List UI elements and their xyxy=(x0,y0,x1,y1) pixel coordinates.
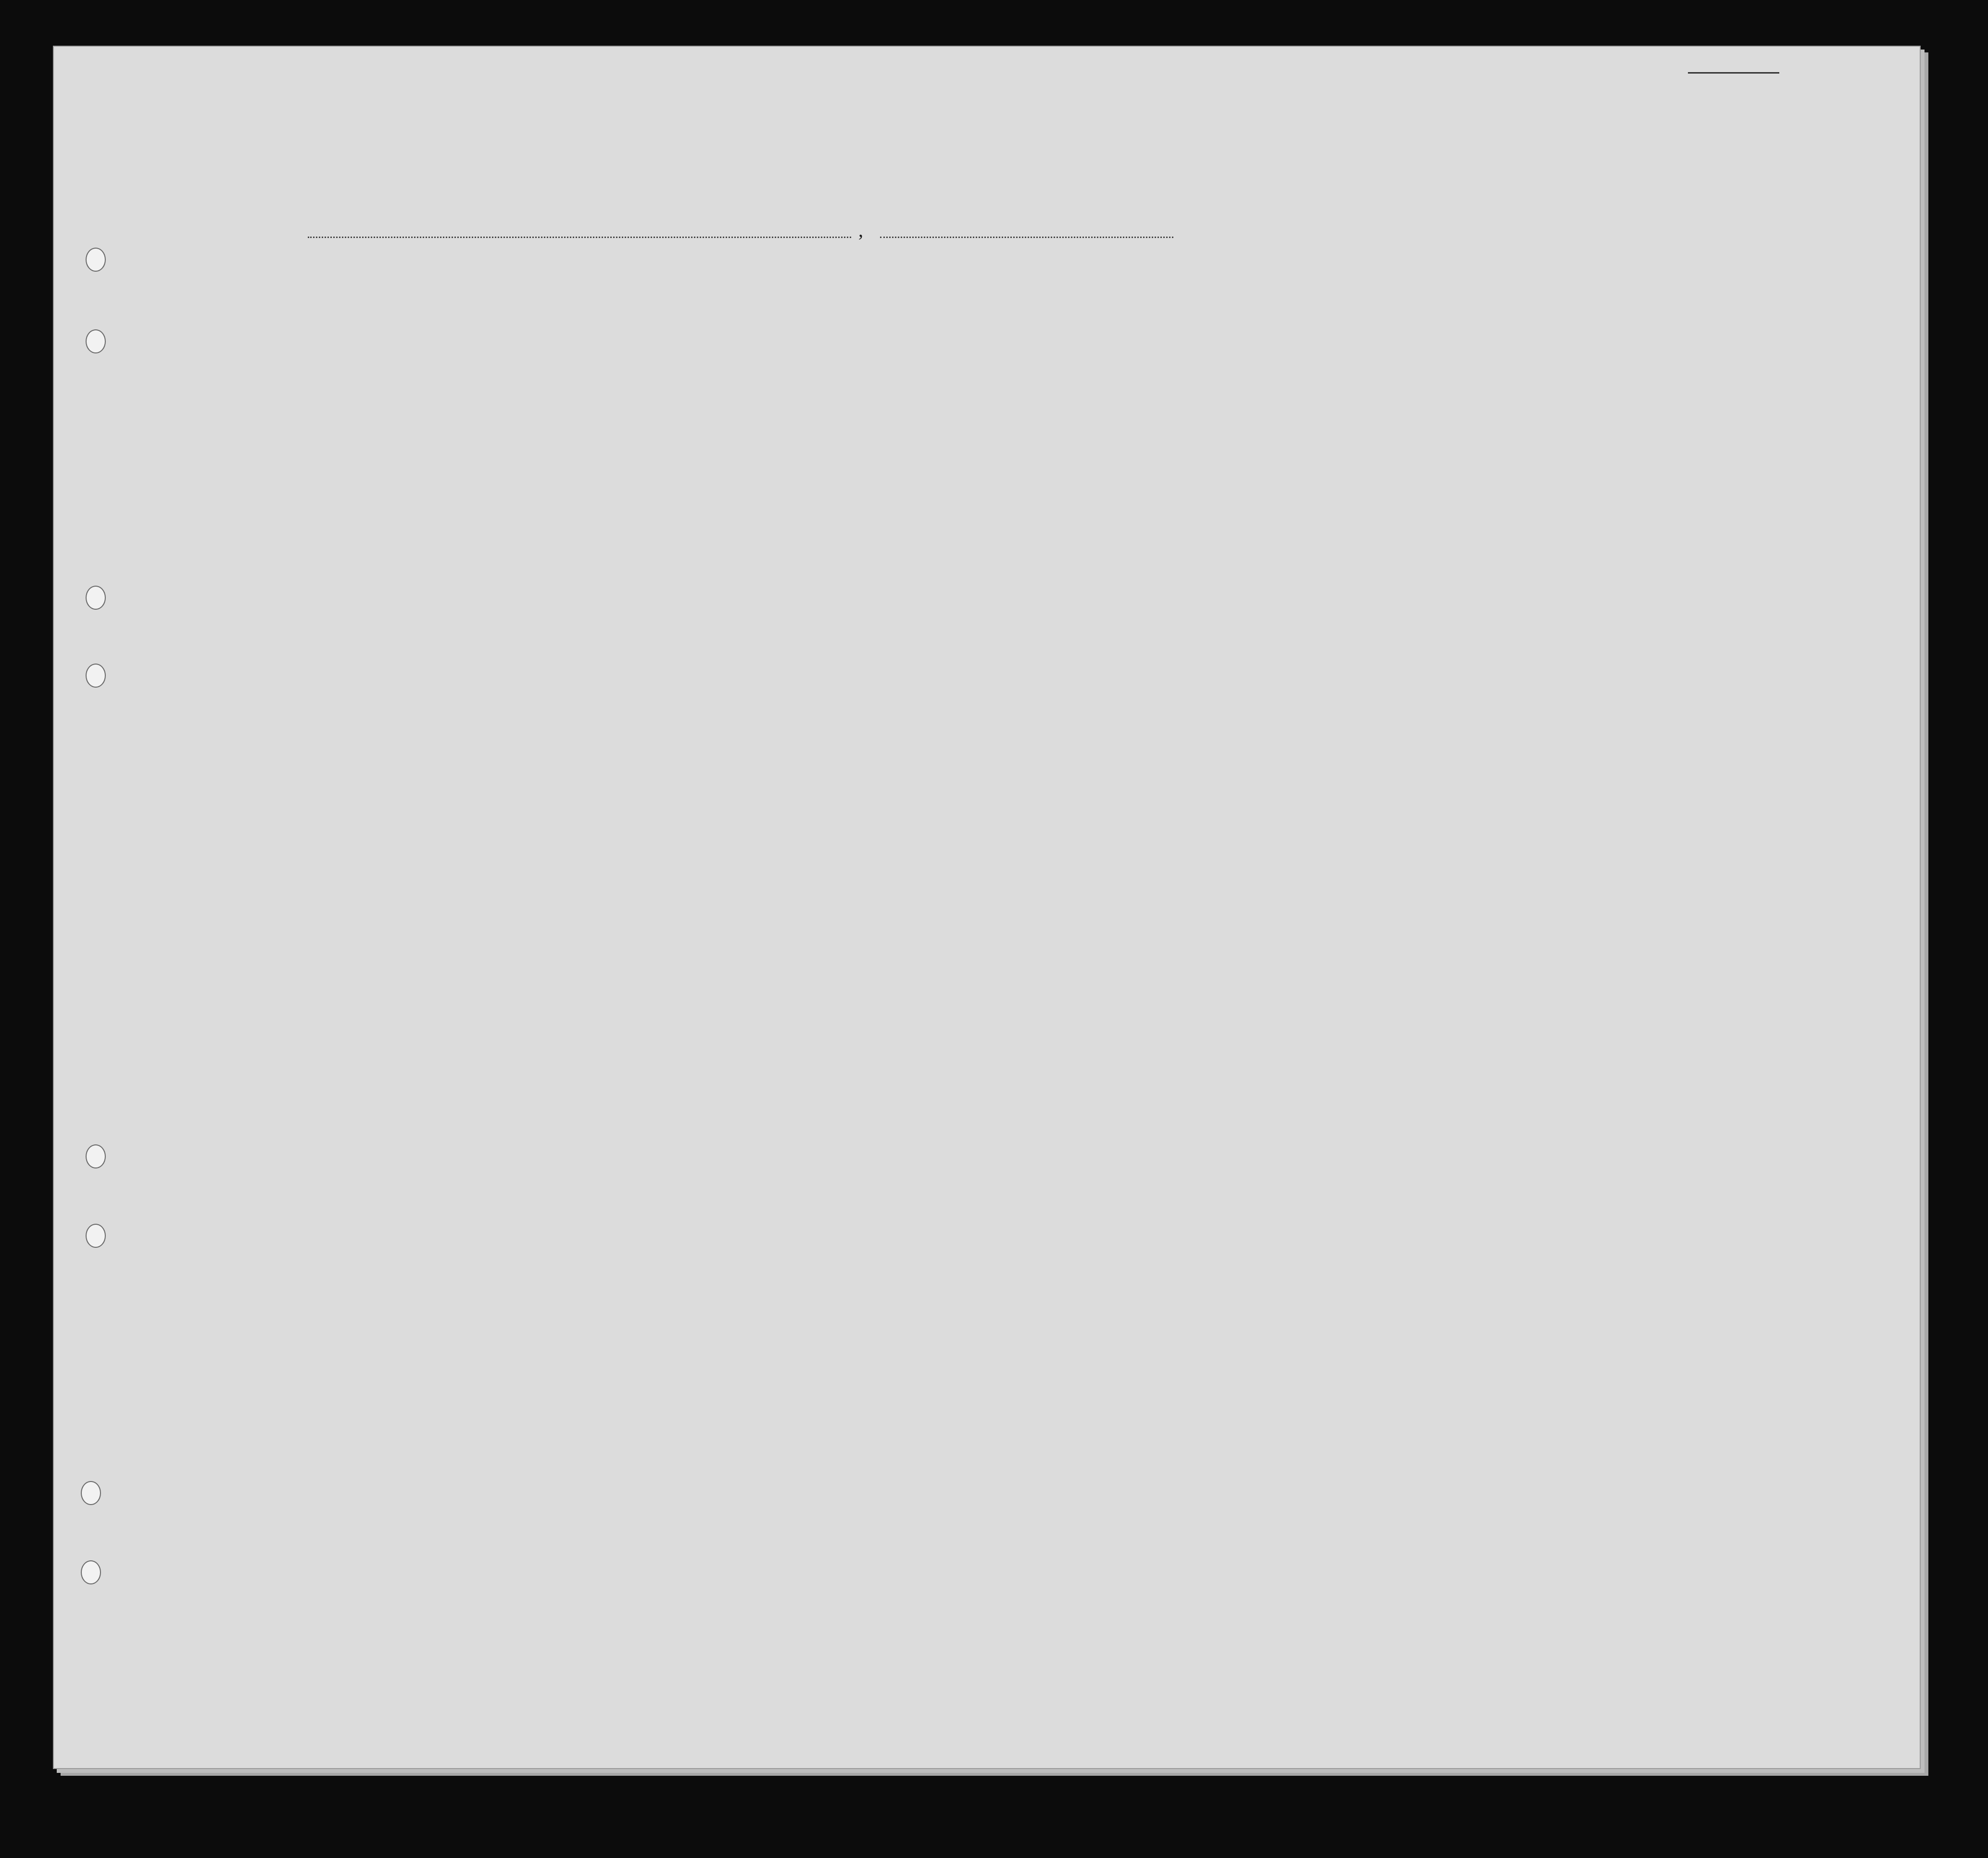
col-24-a xyxy=(1133,327,1170,438)
col-24-b xyxy=(1177,327,1234,438)
col-28-label xyxy=(1367,327,1411,438)
col-21-label xyxy=(714,308,743,433)
col-19-label xyxy=(592,308,621,433)
col-30-label xyxy=(1462,327,1491,438)
col-24-c xyxy=(1243,327,1272,438)
col-26-label xyxy=(1317,327,1336,438)
col-29-label xyxy=(1416,327,1450,438)
comma: , xyxy=(858,219,863,241)
col-27-label xyxy=(1343,327,1362,438)
col-25-label xyxy=(1282,327,1313,438)
